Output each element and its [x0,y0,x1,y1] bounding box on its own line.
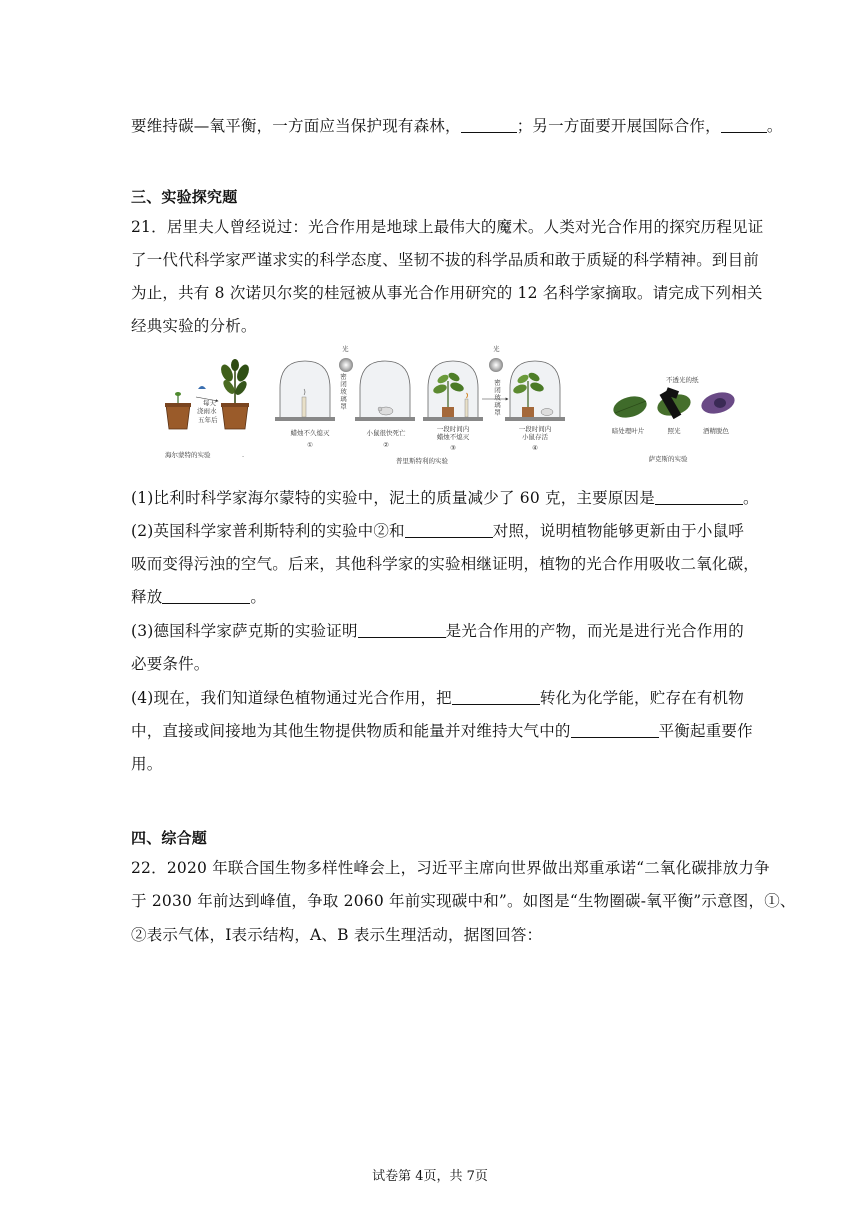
q21-part-2c-text: 释放 [131,588,163,606]
answer-blank[interactable] [721,118,767,133]
glass-label-2: 密闭玻璃罩 [493,379,501,417]
number-3: ③ [450,444,456,452]
q21-part-4-text: (4)现在，我们知道绿色植物通过光合作用，把 [131,689,452,707]
q21-line-3: 为止，共有 8 次诺贝尔奖的桂冠被从事光合作用研究的 12 名科学家摘取。请完成下列相关 [131,284,763,302]
q21-part-3b: 必要条件。 [131,655,210,673]
sachs-caption: 萨克斯的实验 [648,455,688,463]
page-footer: 试卷第 4页，共 7页 [372,1169,488,1184]
section-heading-4: 四、综合题 [131,829,208,847]
period: 。 [742,489,759,507]
glass-label-1: 密闭玻璃罩 [339,373,347,411]
helmont-water-label-2: 浇雨水 [197,407,217,415]
q21-part-4c: 用。 [131,755,163,773]
sachs-light-label: 照光 [667,427,681,435]
photosynthesis-experiments-figure [160,343,740,471]
svg-text:.: . [242,451,245,459]
q21-part-3-text-post: 是光合作用的产物，而光是进行光合作用的 [445,622,744,640]
priestley-experiment [275,344,565,465]
q21-part-2b: 吸而变得污浊的空气。后来，其他科学家的实验相继证明，植物的光合作用吸收二氧化碳， [131,555,760,573]
q21-part-3a [131,619,744,641]
answer-blank[interactable] [358,623,446,638]
helmont-caption: 海尔蒙特的实验 [165,451,211,459]
q21-part-2a [131,519,744,541]
q21-part-2-text-post: 对照，说明植物能够更新由于小鼠呼 [492,522,744,540]
light-label-1: 光 [342,345,349,353]
answer-blank[interactable] [405,523,493,538]
q21-line-4: 经典实验的分析。 [131,317,257,335]
sachs-dark-label: 暗处理叶片 [611,427,645,435]
q21-part-4b-text-post: 平衡起重要作 [658,722,753,740]
answer-blank[interactable] [461,118,517,133]
q22-line-1: 22．2020 年联合国生物多样性峰会上，习近平主席向世界做出郑重承诺“二氧化碳排放力争 [131,859,770,877]
number-2: ② [383,441,389,449]
q21-part-2-text: (2)英国科学家普利斯特利的实验中②和 [131,522,405,540]
q21-line-1: 21．居里夫人曾经说过：光合作用是地球上最伟大的魔术。人类对光合作用的探究历程见证 [131,218,764,236]
sachs-experiment [611,375,737,463]
q20-text-end: 。 [766,117,783,135]
caption-1: 蜡烛不久熄灭 [290,429,330,437]
q21-line-2: 了一代代科学家严谨求实的科学态度、坚韧不拔的科学品质和敢于质疑的科学精神。到目前 [131,251,760,269]
q21-part-4a [131,686,744,708]
q22-line-3: ②表示气体，Ⅰ表示结构，A、B 表示生理活动，据图回答： [131,926,543,944]
caption-3a: 一段时间内 [436,425,470,433]
q21-part-4b [131,719,753,741]
helmont-experiment [165,359,251,459]
priestley-caption: 普里斯特利的实验 [396,457,448,465]
caption-4b: 小鼠存活 [522,433,548,441]
answer-blank[interactable] [655,490,743,505]
period: 。 [250,588,267,606]
number-4: ④ [532,444,538,452]
q20-tail-line [131,114,783,136]
light-label-2: 光 [493,345,500,353]
sachs-alcohol-label: 酒精脱色 [703,427,729,435]
q21-part-1-text: (1)比利时科学家海尔蒙特的实验中，泥土的质量减少了 60 克，主要原因是 [131,489,655,507]
helmont-years-label: 五年后 [198,416,218,424]
section-heading-3: 三、实验探究题 [131,188,238,206]
q20-text-pre: 要维持碳—氧平衡，一方面应当保护现有森林， [131,117,461,135]
caption-4a: 一段时间内 [518,425,552,433]
q22-line-2: 于 2030 年前达到峰值，争取 2060 年前实现碳中和”。如图是“生物圈碳-氧平衡”示意图，①、 [131,892,796,910]
number-1: ① [307,441,313,449]
caption-2: 小鼠很快死亡 [366,429,406,437]
helmont-water-label: 每天 [203,399,216,407]
answer-blank[interactable] [162,589,250,604]
answer-blank[interactable] [452,690,540,705]
q21-part-3-text: (3)德国科学家萨克斯的实验证明 [131,622,358,640]
answer-blank[interactable] [571,723,659,738]
sachs-paper-label: 不透光的纸 [666,376,699,384]
q20-text-mid: ；另一方面要开展国际合作， [516,117,721,135]
q21-part-4b-text: 中，直接或间接地为其他生物提供物质和能量并对维持大气中的 [131,722,571,740]
q21-part-1 [131,486,759,508]
q21-part-4-text-post: 转化为化学能，贮存在有机物 [539,689,744,707]
caption-3b: 蜡烛不熄灭 [436,433,470,441]
q21-part-2c [131,585,266,607]
